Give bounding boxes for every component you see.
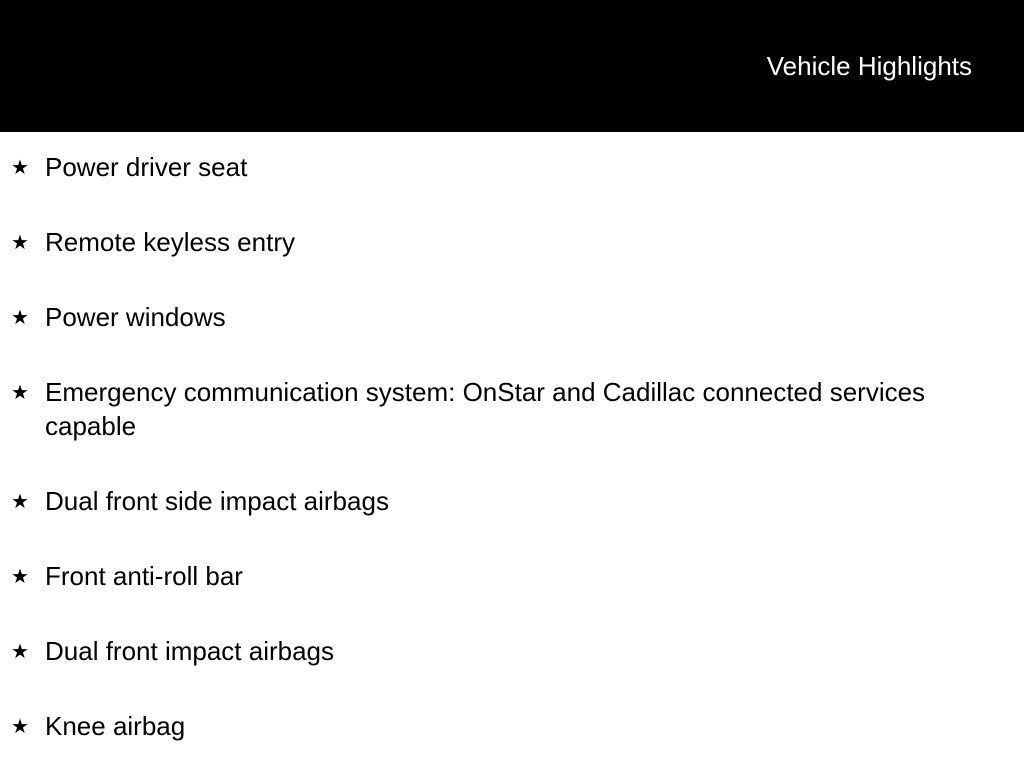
list-item	[0, 484, 1024, 518]
list-item	[0, 709, 1024, 743]
feature-label: Power windows	[45, 302, 226, 332]
feature-label: Front anti-roll bar	[45, 561, 243, 591]
list-item	[0, 634, 1024, 668]
star-icon: ★	[11, 157, 29, 179]
star-icon: ★	[11, 491, 29, 513]
feature-label: Dual front side impact airbags	[45, 486, 389, 516]
header-banner	[0, 0, 1024, 132]
list-item	[0, 225, 1024, 259]
feature-label: Emergency communication system: OnStar and Cadillac connected services capable	[45, 377, 926, 441]
list-item	[0, 375, 1024, 443]
star-icon: ★	[11, 716, 29, 738]
list-item	[0, 150, 1024, 184]
list-item	[0, 559, 1024, 593]
list-item	[0, 300, 1024, 334]
feature-label: Power driver seat	[45, 152, 248, 182]
feature-label: Remote keyless entry	[45, 227, 295, 257]
feature-list	[0, 150, 1024, 784]
feature-label: Knee airbag	[45, 711, 186, 741]
star-icon: ★	[11, 382, 29, 404]
star-icon: ★	[11, 307, 29, 329]
star-icon: ★	[11, 232, 29, 254]
page-title: Vehicle Highlights	[766, 51, 972, 81]
feature-label: Dual front impact airbags	[45, 636, 335, 666]
star-icon: ★	[11, 566, 29, 588]
star-icon: ★	[11, 641, 29, 663]
